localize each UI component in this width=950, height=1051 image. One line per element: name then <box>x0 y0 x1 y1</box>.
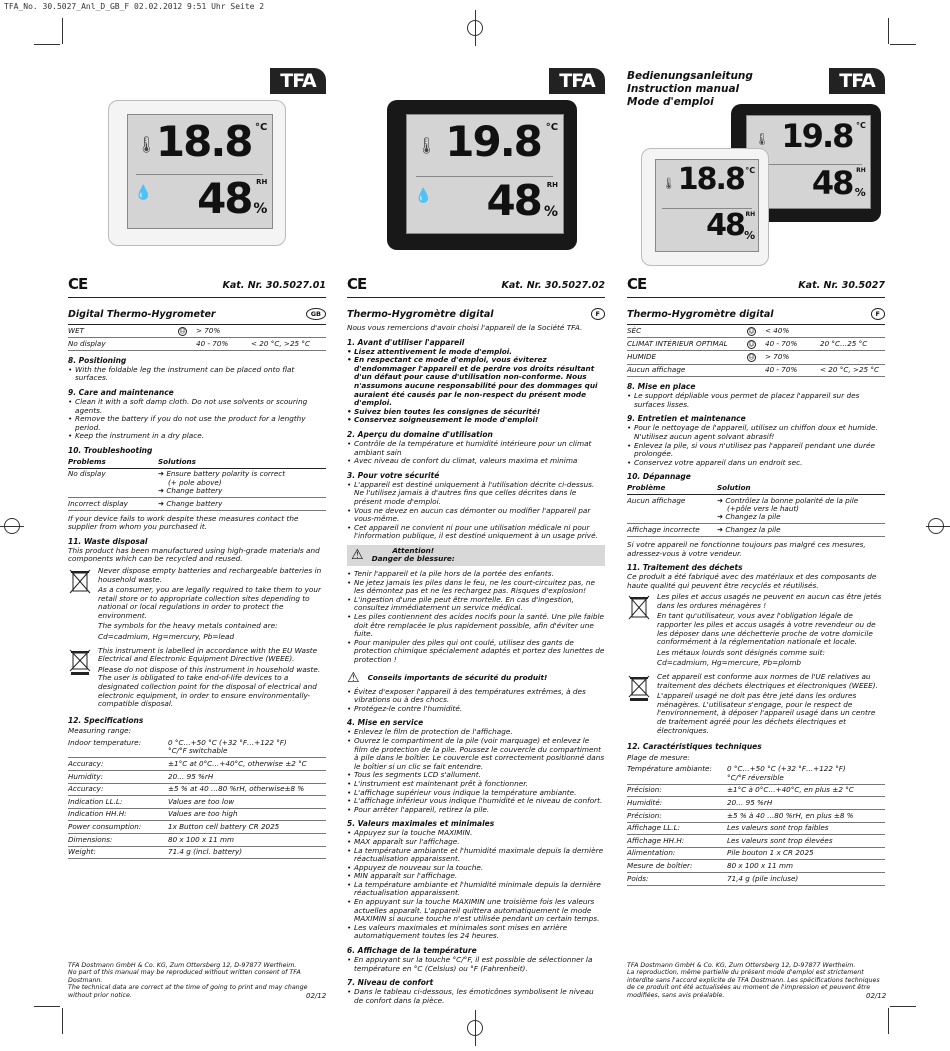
table-cell: Indoor temperature: <box>68 737 168 758</box>
smiley-cell <box>178 325 196 338</box>
table-cell: Affichage HH.H: <box>627 835 727 848</box>
tfa-logo: TFA <box>829 68 885 94</box>
table-row <box>627 860 885 873</box>
table-cell: 0 °C…+50 °C (+32 °F…+122 °F) °C/°F switchable <box>168 737 326 758</box>
table-cell: Aucun affichage <box>627 364 747 377</box>
list-item: • L'instrument est maintenant prêt à fonctionner. <box>347 780 605 789</box>
crossed-bin-battery-icon <box>627 593 651 621</box>
table-cell: Humidity: <box>68 771 168 784</box>
table-row <box>627 364 885 377</box>
footer-line: TFA Dostmann GmbH & Co. KG, Zum Ottersberg 12, D-97877 Wertheim. <box>68 962 297 969</box>
crossed-bin-battery-icon <box>68 567 92 595</box>
table-row <box>627 494 885 523</box>
footer-line: TFA Dostmann GmbH & Co. KG, Zum Ottersberg 12, D-97877 Wertheim. <box>627 962 856 969</box>
droplet-icon: 💧 <box>414 187 433 204</box>
humidity-reading: 48 <box>811 163 853 202</box>
heading-specifications: 12. Specifications <box>68 715 144 725</box>
table-cell <box>168 726 326 738</box>
heading: 11. Traitement des déchets <box>627 563 743 573</box>
table-cell: 40 - 70% <box>765 364 820 377</box>
warning-icon: ⚠ <box>351 547 364 564</box>
crop-mark <box>62 1008 63 1034</box>
list-item: • Conservez votre appareil dans un endroit sec. <box>627 459 885 468</box>
thermometer-icon: 🌡 <box>416 135 437 155</box>
percent-unit: % <box>253 200 268 217</box>
paragraph: Please do not dispose of this instrument in household waste. The user is obligated to take end-of-life devices to a designated collection point for the disposal of electrical and electronic equipment, in order to ensure environmentally-compatible disposal. <box>98 664 321 709</box>
table-cell: Values are too low <box>168 796 326 809</box>
table-row <box>68 796 326 809</box>
table-cell: < 20 °C, >25 °C <box>820 364 885 377</box>
ce-mark: CE <box>347 275 367 293</box>
heading: 7. Niveau de confort <box>347 978 434 988</box>
table-cell: Humidité: <box>627 797 727 810</box>
table-cell: 40 - 70% <box>765 338 820 351</box>
footer-line: The technical data are correct at the time of going to print and may change without prior notice. <box>68 984 308 999</box>
temp-unit: °C <box>255 121 268 133</box>
warning-subtitle: Danger de blessure: <box>371 554 455 564</box>
language-badge: GB <box>306 308 326 320</box>
paragraph: Nous vous remercions d'avoir choisi l'appareil de la Société TFA. <box>347 323 583 332</box>
table-cell: Indication LL.L: <box>68 796 168 809</box>
list-item: • Suivez bien toutes les consignes de sécurité! <box>347 408 605 417</box>
page-number: 02/12 <box>866 992 887 1000</box>
heading: 12. Caractéristiques techniques <box>627 742 762 752</box>
manual-titles <box>627 70 753 109</box>
crossed-bin-weee-icon <box>627 673 651 701</box>
list <box>347 481 605 541</box>
table-cell: ±1°C at 0°C…+40°C, otherwise ±2 °C <box>168 758 326 771</box>
heading-care: 9. Care and maintenance <box>68 387 174 397</box>
list-item: • Enlevez le film de protection de l'affichage. <box>347 728 605 737</box>
list <box>347 956 605 973</box>
table-cell: Précision: <box>627 809 727 822</box>
table-cell: 20… 95 %rH <box>727 797 885 810</box>
list-item: • En appuyant sur la touche °C/°F, il est possible de sélectionner la température en °C (Celsius) ou °F (Fahrenheit). <box>347 956 605 973</box>
list-item: • L'affichage supérieur vous indique la température ambiante. <box>347 789 605 798</box>
table-cell: 80 x 100 x 11 mm <box>727 860 885 873</box>
crop-mark <box>62 18 63 44</box>
list <box>347 440 605 466</box>
paragraph: Les piles et accus usagés ne peuvent en aucun cas être jetés dans les ordures ménagères ! <box>657 592 882 610</box>
humidity-reading: 48 <box>197 173 252 223</box>
language-badge: F <box>871 308 885 320</box>
list-item: • Ne jetez jamais les piles dans le feu, ne les court-circuitez pas, ne les démontez pas et ne les rechargez pas. Risques d'explosion! <box>347 579 605 596</box>
crop-mark <box>888 18 889 44</box>
crop-mark <box>888 1008 889 1034</box>
list <box>347 728 605 814</box>
table-cell: > 70% <box>765 351 820 364</box>
section-title: Thermo-Hygromètre digital <box>347 308 494 320</box>
table-cell: Les valeurs sont trop faibles <box>727 822 885 835</box>
temperature-reading: 18.8 <box>155 117 252 167</box>
table-row <box>68 338 326 351</box>
table-row <box>68 325 326 338</box>
manual-title: Bedienungsanleitung <box>627 70 753 82</box>
list-item: • Contrôle de la température et humidité intérieure pour un climat ambiant sain <box>347 440 605 457</box>
heading-troubleshooting: 10. Troubleshooting <box>68 445 153 455</box>
table-cell: ➜ Change battery <box>158 500 326 508</box>
table-cell: ±5 % à 40 …80 %rH, en plus ±8 % <box>727 809 885 822</box>
table-cell <box>727 752 885 764</box>
warning-title: Attention! <box>392 545 435 555</box>
percent-unit: % <box>854 185 866 199</box>
paragraph: Never dispose empty batteries and rechargeable batteries in household waste. <box>98 565 322 584</box>
crop-mark <box>34 1006 60 1007</box>
rh-label: RH <box>546 180 559 189</box>
table-header: Solutions <box>158 456 326 468</box>
thermometer-icon: 🌡 <box>754 132 770 147</box>
table-row <box>68 468 326 497</box>
table-cell: Affichage LL.L: <box>627 822 727 835</box>
language-badge: F <box>591 308 605 320</box>
table-header: Problème <box>627 482 717 494</box>
table-cell: Incorrect display <box>68 497 158 510</box>
table-cell: ➜ Ensure battery polarity is correct <box>158 470 326 478</box>
heading-waste: 11. Waste disposal <box>68 536 148 546</box>
smiley-cell <box>747 351 765 364</box>
warning-box <box>347 545 605 566</box>
list-item: • Enlevez la pile, si vous n'utilisez pas l'appareil pendant une durée prolongée. <box>627 442 885 459</box>
list-item: • Conservez soigneusement le mode d'emploi! <box>347 416 605 425</box>
table-cell: 0 °C…+50 °C (+32 °F…+122 °F) °C/°F réversible <box>727 764 885 785</box>
list-item: • La température ambiante et l'humidité minimale depuis la dernière réactualisation apparaissent. <box>347 881 605 898</box>
rh-label: RH <box>745 211 756 219</box>
smiley-icon: ☹ <box>748 353 755 361</box>
rh-label: RH <box>256 178 268 187</box>
table-cell <box>820 325 885 338</box>
list <box>627 392 885 409</box>
catalog-number: Kat. Nr. 30.5027.01 <box>222 280 326 291</box>
list-item: • Dans le tableau ci-dessous, les émoticônes symbolisent le niveau de confort dans la pièce. <box>347 988 605 1005</box>
table-cell <box>251 325 326 338</box>
paragraph: This instrument is labelled in accordance with the EU Waste Electrical and Electronic Equipment Directive (WEEE). <box>98 645 318 664</box>
table-row <box>627 822 885 835</box>
list-item: • L'ingestion d'une pile peut être mortelle. En cas d'ingestion, consultez immédiatement un service médical. <box>347 596 605 613</box>
paragraph: If your device fails to work despite these measures contact the supplier from whom you purchased it. <box>68 513 299 532</box>
list <box>347 829 605 941</box>
droplet-icon: 💧 <box>134 185 153 202</box>
heading: 4. Mise en service <box>347 718 424 728</box>
list-item: • La température ambiante et l'humidité maximale depuis la dernière réactualisation apparaissent. <box>347 847 605 864</box>
table-cell: Accuracy: <box>68 783 168 796</box>
table-cell: ➜ Contrôlez la bonne polarité de la pile <box>717 497 885 505</box>
list-item: • With the foldable leg the instrument can be placed onto flat surfaces. <box>68 366 326 383</box>
list-item: • L'appareil est destiné uniquement à l'utilisation décrite ci-dessus. Ne l'utilisez jamais à d'autres fins que celles décrites dans le présent mode d'emploi. <box>347 481 605 507</box>
table-row <box>68 737 326 758</box>
table-row <box>627 764 885 785</box>
table-cell: ➜ Changez la pile <box>717 526 885 534</box>
table-cell: Aucun affichage <box>627 494 717 523</box>
ce-mark: CE <box>627 275 647 293</box>
table-cell: No display <box>68 338 178 351</box>
table-cell: (+pôle vers le haut) <box>727 503 799 513</box>
section-title: Digital Thermo-Hygrometer <box>68 308 216 320</box>
table-cell: Accuracy: <box>68 758 168 771</box>
status-table <box>68 325 326 351</box>
manual-title: Instruction manual <box>627 83 740 95</box>
table-cell: 20… 95 %rH <box>168 771 326 784</box>
table-cell: (+ pole above) <box>168 477 222 487</box>
heading: 9. Entretien et maintenance <box>627 414 746 424</box>
table-row <box>68 771 326 784</box>
device-photo-white <box>108 100 286 246</box>
table-cell: Les valeurs sont trop élevées <box>727 835 885 848</box>
list-item: • Les valeurs maximales et minimales sont mises en arrière automatiquement toutes les 24 heures. <box>347 924 605 941</box>
table-row <box>68 846 326 859</box>
crop-mark <box>475 1010 476 1046</box>
table-cell: ➜ Change battery <box>158 487 326 495</box>
troubleshooting-table <box>627 482 885 537</box>
crop-mark <box>34 44 60 45</box>
table-cell: 20 °C…25 °C <box>820 338 885 351</box>
smiley-icon: ☹ <box>179 327 186 335</box>
table-header: Solution <box>717 482 885 494</box>
table-row <box>627 797 885 810</box>
crop-mark <box>926 526 950 527</box>
list-item: • Pour le nettoyage de l'appareil, utilisez un chiffon doux et humide. N'utilisez aucun agent solvant abrasif! <box>627 424 885 441</box>
table-cell: Pile bouton 1 x CR 2025 <box>727 847 885 860</box>
thermometer-icon: 🌡 <box>661 176 676 190</box>
heading-positioning: 8. Positioning <box>68 355 127 365</box>
ce-mark: CE <box>68 275 88 293</box>
table-cell: 71,4 g (pile incluse) <box>727 872 885 885</box>
crop-mark <box>0 526 24 527</box>
list <box>347 988 605 1005</box>
footer <box>68 962 326 999</box>
column-french <box>347 62 605 1005</box>
table-row <box>68 808 326 821</box>
table-cell: 40 - 70% <box>196 338 251 351</box>
table-cell: Mesure de boîtier: <box>627 860 727 873</box>
crop-mark <box>890 1006 916 1007</box>
list-item: • Pour arrêter l'appareil, retirez la pile. <box>347 806 605 815</box>
humidity-reading: 48 <box>486 175 541 225</box>
table-cell: < 20 °C, >25 °C <box>251 338 326 351</box>
list-item: • En respectant ce mode d'emploi, vous éviterez d'endommager l'appareil et de perdre vos droits résultant d'un défaut pour cause d'utilisation non-conforme. Nous n'assumons aucune responsabilité pour des dommages qui auraient été causés par le non-respect du présent mode d'emploi. <box>347 356 605 408</box>
table-cell: No display <box>68 468 158 497</box>
list-item: • Remove the battery if you do not use the product for a lengthy period. <box>68 415 326 432</box>
crop-mark <box>475 10 476 46</box>
heading: 5. Valeurs maximales et minimales <box>347 819 495 829</box>
table-cell: Weight: <box>68 846 168 859</box>
list-item: • Tenir l'appareil et la pile hors de la portée des enfants. <box>347 570 605 579</box>
list-item: • Les piles contiennent des acides nocifs pour la santé. Une pile faible doit être remplacée le plus rapidement possible, afin d'éviter une fuite. <box>347 613 605 639</box>
table-row <box>627 325 885 338</box>
status-table <box>627 325 885 377</box>
temperature-reading: 19.8 <box>781 117 853 156</box>
list-item: • L'affichage inférieur vous indique l'humidité et le niveau de confort. <box>347 797 605 806</box>
table-cell: Dimensions: <box>68 833 168 846</box>
temp-unit: °C <box>545 121 559 133</box>
warning-icon: ⚠ <box>347 669 360 686</box>
list-item: • MIN apparaît sur l'affichage. <box>347 872 605 881</box>
table-cell: CLIMAT INTÉRIEUR OPTIMAL <box>627 338 747 351</box>
table-cell: Température ambiante: <box>627 764 727 785</box>
table-cell: Poids: <box>627 872 727 885</box>
table-cell: HUMIDE <box>627 351 747 364</box>
page-number: 02/12 <box>306 992 327 1000</box>
table-cell: WET <box>68 325 178 338</box>
catalog-number: Kat. Nr. 30.5027 <box>798 280 885 291</box>
table-row <box>68 833 326 846</box>
heading: 1. Avant d'utiliser l'appareil <box>347 337 465 347</box>
list-item: • Le support dépliable vous permet de placez l'appareil sur des surfaces lisses. <box>627 392 885 409</box>
table-row <box>627 524 885 537</box>
table-cell: 1x Button cell battery CR 2025 <box>168 821 326 834</box>
smiley-icon: ☺ <box>748 340 755 348</box>
table-row <box>627 338 885 351</box>
catalog-number: Kat. Nr. 30.5027.02 <box>501 280 605 291</box>
list-item: • Ouvrez le compartiment de la pile (voir marquage) et enlevez le film de protection de la pile. Poussez le couvercle du compartiment à pile dans le boîtier. Le couvercle est correctement positionné dans le boîtier si un clic se fait entendre. <box>347 737 605 771</box>
table-header: Problems <box>68 456 158 468</box>
table-row <box>627 809 885 822</box>
heading: 6. Affichage de la température <box>347 946 477 956</box>
table-cell: ±5 % at 40 …80 %rH, otherwise±8 % <box>168 783 326 796</box>
thermometer-icon: 🌡 <box>136 135 157 155</box>
section-title: Thermo-Hygromètre digital <box>627 308 774 320</box>
table-row <box>627 872 885 885</box>
table-row <box>68 821 326 834</box>
temp-unit: °C <box>855 121 866 131</box>
list-item: • Lisez attentivement le mode d'emploi. <box>347 348 605 357</box>
crop-mark <box>890 44 916 45</box>
rh-label: RH <box>856 167 866 175</box>
heading: 2. Aperçu du domaine d'utilisation <box>347 429 493 439</box>
list-item: • Cet appareil ne convient ni pour une utilisation médicale ni pour l'information publique, il est destiné uniquement à un usage privé. <box>347 524 605 541</box>
table-cell: ➜ Changez la pile <box>717 513 885 521</box>
table-cell: Précision: <box>627 784 727 797</box>
table-cell: > 70% <box>196 325 251 338</box>
table-cell: 80 x 100 x 11 mm <box>168 833 326 846</box>
paragraph: As a consumer, you are legally required to take them to your retail store or to appropriate collection sites depending to national or local regulations in order to protect the environment. <box>98 585 321 620</box>
table-cell: 71.4 g (incl. battery) <box>168 846 326 859</box>
crossed-bin-weee-icon <box>68 647 92 675</box>
smiley-cell <box>747 325 765 338</box>
device-photo-black <box>387 100 577 250</box>
heading: 3. Pour votre sécurité <box>347 470 440 480</box>
table-row <box>68 497 326 510</box>
list-item: • Keep the instrument in a dry place. <box>68 432 326 441</box>
table-row <box>627 835 885 848</box>
paragraph: L'appareil usagé ne doit pas être jeté dans les ordures ménagères. L'utilisateur s'engage, pour le respect de l'environnement, à déposer l'appareil usagé dans un centre de traitement agréé pour les déchets électriques et électroniques. <box>657 691 876 735</box>
list-item: • MAX apparaît sur l'affichage. <box>347 838 605 847</box>
paragraph: This product has been manufactured using high-grade materials and components which can be recycled and reused. <box>68 545 320 564</box>
paragraph: Ce produit a été fabriqué avec des matériaux et des composants de haute qualité qui peuvent être recyclés et réutilisés. <box>627 572 877 590</box>
table-row <box>68 783 326 796</box>
list <box>347 570 605 665</box>
list-item: • En appuyant sur la touche MAXIMIN une troisième fois les valeurs actuelles apparaît. L'appareil quittera automatiquement le mode MAXIMIN si aucune touche n'est utilisée pendant un certain temps. <box>347 898 605 924</box>
spec-table <box>68 726 326 859</box>
list <box>347 348 605 425</box>
footer-line: No part of this manual may be reproduced without written consent of TFA Dostmann. <box>68 969 301 984</box>
table-cell: Measuring range: <box>68 726 132 736</box>
table-cell: Affichage incorrecte <box>627 524 717 537</box>
table-row <box>68 726 326 738</box>
list <box>68 366 326 383</box>
temperature-reading: 19.8 <box>445 116 541 166</box>
warning-title: Conseils importants de sécurité du produit! <box>367 673 548 683</box>
smiley-cell <box>747 364 765 377</box>
column-french-2 <box>627 62 885 886</box>
list <box>68 398 326 441</box>
column-english <box>68 62 326 859</box>
table-row <box>627 847 885 860</box>
paragraph: Cd=cadmium, Hg=mercury, Pb=lead <box>98 632 235 642</box>
table-row <box>68 758 326 771</box>
list-item: • Vous ne devez en aucun cas démonter ou modifier l'appareil par vous-même. <box>347 507 605 524</box>
troubleshooting-table <box>68 456 326 511</box>
temperature-reading: 18.8 <box>677 162 744 198</box>
table-cell: Values are too high <box>168 808 326 821</box>
heading: 10. Dépannage <box>627 472 691 482</box>
tfa-logo: TFA <box>549 68 605 94</box>
print-header: TFA_No. 30.5027_Anl_D_GB_F 02.02.2012 9:51 Uhr Seite 2 <box>4 2 265 11</box>
table-cell: Power consumption: <box>68 821 168 834</box>
paragraph: En tant qu'utilisateur, vous avez l'obligation légale de rapporter les piles et accus usagés à votre revendeur ou de les déposer dans une déchetterie proche de votre domicile conformément à la réglementation nationale et locale. <box>657 611 876 647</box>
list-item: • Avec niveau de confort du climat, valeurs maxima et minima <box>347 457 605 466</box>
table-cell: Alimentation: <box>627 847 727 860</box>
paragraph: Cet appareil est conforme aux normes de l'UE relatives au traitement des déchets électriques et électroniques (WEEE). <box>657 672 878 690</box>
spec-table <box>627 752 885 885</box>
manual-title: Mode d'emploi <box>627 96 714 108</box>
table-cell <box>820 351 885 364</box>
list-item: • Protégez-le contre l'humidité. <box>347 705 605 714</box>
list <box>627 424 885 467</box>
table-cell: ±1°C à 0°C…+40°C, en plus ±2 °C <box>727 784 885 797</box>
list-item: • Pour manipuler des piles qui ont coulé, utilisez des gants de protection chimique spécialement adaptés et portez des lunettes de protection ! <box>347 639 605 665</box>
device-photo-white <box>641 148 769 266</box>
list-item: • Appuyez sur la touche MAXIMIN. <box>347 829 605 838</box>
list-item: • Appuyez de nouveau sur la touche. <box>347 864 605 873</box>
heading: 8. Mise en place <box>627 382 696 392</box>
smiley-cell <box>747 338 765 351</box>
table-cell: Plage de mesure: <box>627 752 690 762</box>
smiley-icon: ☺ <box>748 327 755 335</box>
table-row <box>627 784 885 797</box>
table-cell: Indication HH.H: <box>68 808 168 821</box>
tfa-logo: TFA <box>270 68 326 94</box>
table-cell: SÉC <box>627 325 747 338</box>
footer-line: La reproduction, même partielle du présent mode d'emploi est strictement interdite sans l'accord explicite de TFA Dostmann. Les spécifications techniques de ce produit ont été actualisées au moment de l'impression et peuvent être modifiées, sans avis préalable. <box>627 969 880 999</box>
list-item: • Clean it with a soft damp cloth. Do not use solvents or scouring agents. <box>68 398 326 415</box>
paragraph: The symbols for the heavy metals contained are: <box>98 621 278 631</box>
humidity-reading: 48 <box>706 207 744 243</box>
table-cell: < 40% <box>765 325 820 338</box>
percent-unit: % <box>744 229 756 243</box>
paragraph: Cd=cadmium, Hg=mercure, Pb=plomb <box>657 658 802 668</box>
list-item: • Évitez d'exposer l'appareil à des températures extrêmes, à des vibrations ou à des chocs. <box>347 688 605 705</box>
percent-unit: % <box>544 204 559 221</box>
list <box>347 688 605 714</box>
smiley-cell <box>178 338 196 351</box>
temp-unit: °C <box>745 165 756 175</box>
paragraph: Si votre appareil ne fonctionne toujours pas malgré ces mesures, adressez-vous à votre vendeur. <box>627 539 866 558</box>
list-item: • Tous les segments LCD s'allument. <box>347 771 605 780</box>
table-row <box>627 752 885 764</box>
footer <box>627 962 885 999</box>
paragraph: Les métaux lourds sont désignés comme suit: <box>657 647 825 657</box>
table-row <box>627 351 885 364</box>
